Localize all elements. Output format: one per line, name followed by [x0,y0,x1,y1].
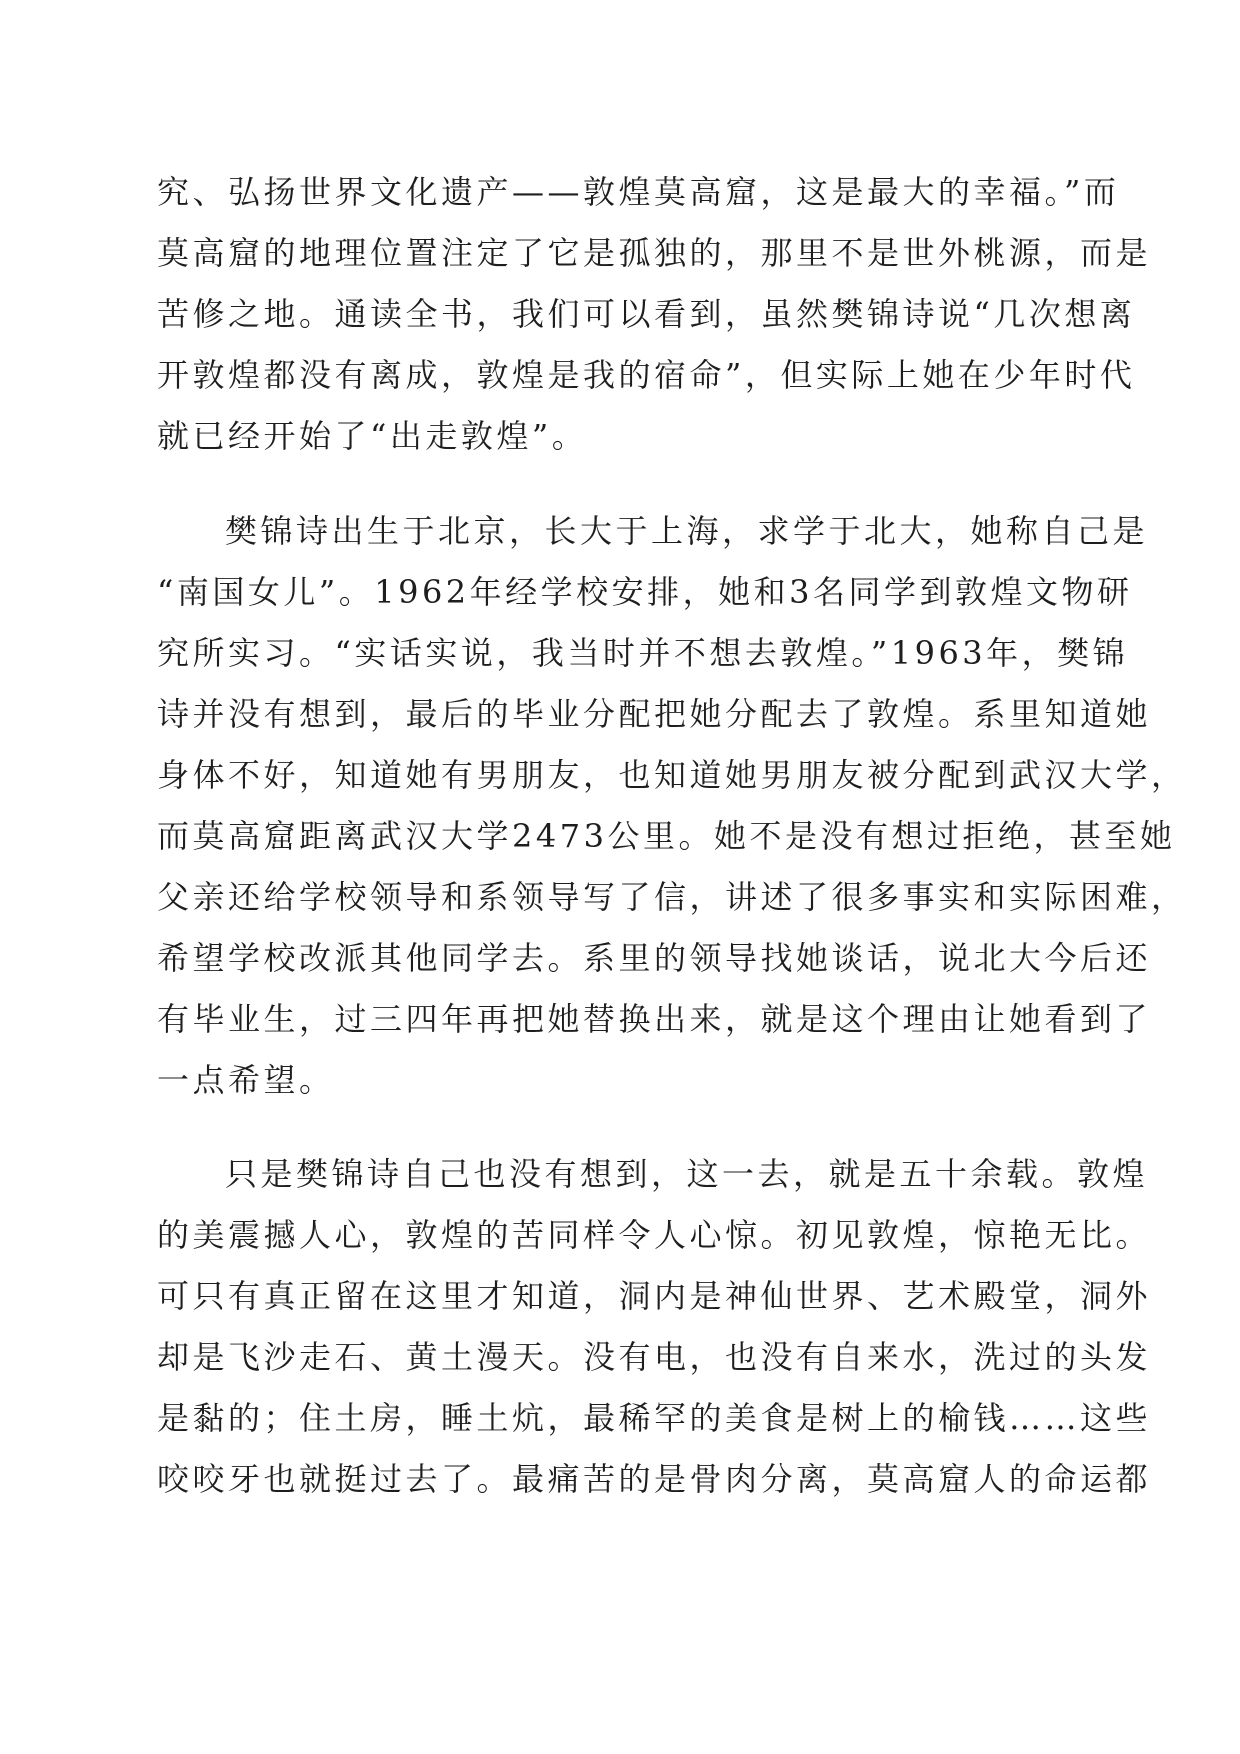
paragraph-2-line-9: 有毕业生，过三四年再把她替换出来，就是这个理由让她看到了 [157,1000,1152,1038]
paragraph-2-line-7: 父亲还给学校领导和系领导写了信，讲述了很多事实和实际困难， [157,878,1187,916]
paragraph-1-line-1: 究、弘扬世界文化遗产——敦煌莫高窟，这是最大的幸福。”而 [157,173,1120,211]
paragraph-2-line-1: 樊锦诗出生于北京，长大于上海，求学于北大，她称自己是 [225,512,1149,550]
paragraph-1-line-5: 就已经开始了“出走敦煌”。 [157,417,588,455]
paragraph-3-line-3: 可只有真正留在这里才知道，洞内是神仙世界、艺术殿堂，洞外 [157,1277,1152,1315]
paragraph-1-line-4: 开敦煌都没有离成，敦煌是我的宿命”，但实际上她在少年时代 [157,356,1136,394]
paragraph-2-line-8: 希望学校改派其他同学去。系里的领导找她谈话，说北大今后还 [157,939,1152,977]
paragraph-2-line-5: 身体不好，知道她有男朋友，也知道她男朋友被分配到武汉大学， [157,756,1187,794]
paragraph-3-line-2: 的美震撼人心，敦煌的苦同样令人心惊。初见敦煌，惊艳无比。 [157,1216,1152,1254]
paragraph-3-line-4: 却是飞沙走石、黄土漫天。没有电，也没有自来水，洗过的头发 [157,1338,1152,1376]
paragraph-2-line-6: 而莫高窟距离武汉大学2473公里。她不是没有想过拒绝，甚至她 [157,817,1176,855]
paragraph-1-line-3: 苦修之地。通读全书，我们可以看到，虽然樊锦诗说“几次想离 [157,295,1136,333]
paragraph-3-line-1: 只是樊锦诗自己也没有想到，这一去，就是五十余载。敦煌 [225,1155,1149,1193]
paragraph-3-line-6: 咬咬牙也就挺过去了。最痛苦的是骨肉分离，莫高窟人的命运都 [157,1460,1152,1498]
paragraph-1-line-2: 莫高窟的地理位置注定了它是孤独的，那里不是世外桃源，而是 [157,234,1152,272]
paragraph-2-line-3: 究所实习。“实话实说，我当时并不想去敦煌。”1963年，樊锦 [157,634,1129,672]
paragraph-2-line-4: 诗并没有想到，最后的毕业分配把她分配去了敦煌。系里知道她 [157,695,1152,733]
paragraph-2-line-10: 一点希望。 [157,1061,335,1099]
paragraph-2-line-2: “南国女儿”。1962年经学校安排，她和3名同学到敦煌文物研 [157,573,1133,611]
paragraph-3-line-5: 是黏的；住土房，睡土炕，最稀罕的美食是树上的榆钱……这些 [157,1399,1152,1437]
